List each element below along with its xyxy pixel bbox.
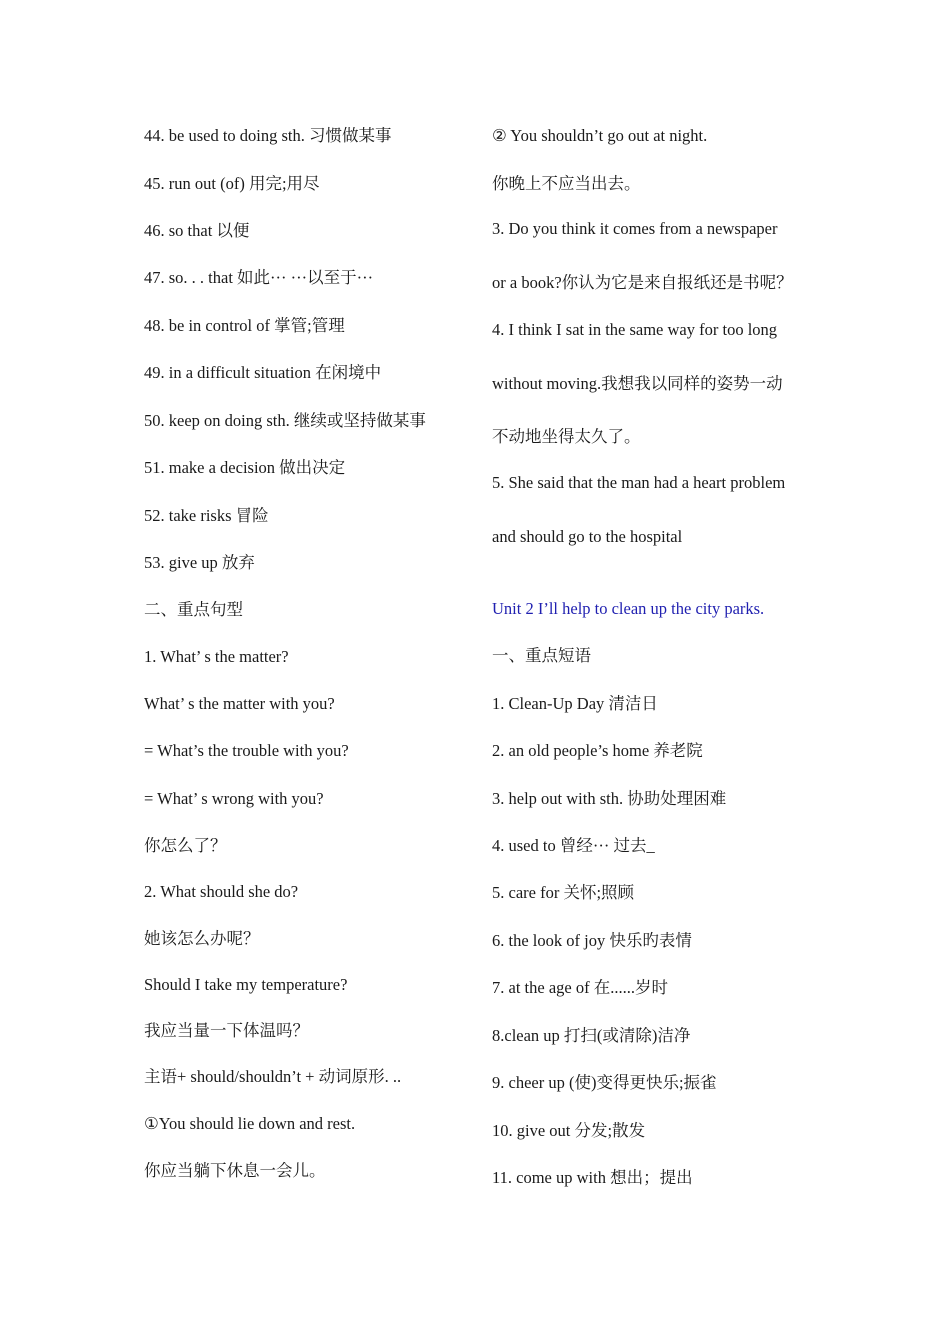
sentence-line: 2. What should she do? [144, 882, 299, 901]
phrase-2: 2. an old people’s home 养老院 [492, 741, 703, 760]
phrase-47: 47. so. . . that 如此··· ···以至于··· [144, 268, 374, 287]
phrase-10: 10. give out 分发;散发 [492, 1121, 646, 1140]
phrase-5: 5. care for 关怀;照顾 [492, 883, 635, 902]
phrase-7: 7. at the age of 在......岁时 [492, 978, 668, 997]
phrase-3: 3. help out with sth. 协助处理困难 [492, 789, 727, 808]
sentence-line: = What’ s wrong with you? [144, 789, 324, 808]
sentence-line: 4. I think I sat in the same way for too long [492, 320, 778, 339]
sentence-line: 3. Do you think it comes from a newspaper [492, 219, 778, 238]
phrase-53: 53. give up 放弃 [144, 553, 255, 572]
sentence-line: without moving.我想我以同样的姿势一动 [492, 374, 783, 393]
phrase-9: 9. cheer up (使)变得更快乐;振雀 [492, 1073, 717, 1092]
phrase-44: 44. be used to doing sth. 习惯做某事 [144, 126, 392, 145]
sentence-line: 她该怎么办呢？ [144, 929, 260, 948]
unit-heading: Unit 2 I’ll help to clean up the city parks. [492, 599, 765, 618]
phrase-8: 8.clean up 打扫(或清除)洁净 [492, 1026, 691, 1045]
section-heading-key-sentences: 二、重点句型 [144, 600, 243, 619]
phrase-4: 4. used to 曾经··· 过去_ [492, 836, 655, 855]
sentence-line: 不动地坐得太久了。 [492, 427, 641, 446]
phrase-51: 51. make a decision 做出决定 [144, 458, 346, 477]
sentence-line: 你怎么了？ [144, 836, 227, 855]
phrase-50: 50. keep on doing sth. 继续或坚持做某事 [144, 411, 426, 430]
sentence-line: ② You shouldn’t go out at night. [492, 126, 708, 145]
phrase-48: 48. be in control of 掌管;管理 [144, 316, 345, 335]
phrase-1: 1. Clean-Up Day 清洁日 [492, 694, 658, 713]
phrase-49: 49. in a difficult situation 在闲境中 [144, 363, 382, 382]
sentence-line: 1. What’ s the matter? [144, 647, 289, 666]
phrase-52: 52. take risks 冒险 [144, 506, 269, 525]
sentence-line: 5. She said that the man had a heart problem [492, 473, 786, 492]
sentence-line: ①You should lie down and rest. [144, 1114, 356, 1133]
sentence-line: What’ s the matter with you? [144, 694, 335, 713]
sentence-line: 主语+ should/shouldn’t + 动词原形. .. [144, 1067, 402, 1086]
sentence-line: 你晚上不应当出去。 [492, 174, 641, 193]
sentence-line: 我应当量一下体温吗？ [144, 1021, 309, 1040]
sentence-line: and should go to the hospital [492, 527, 683, 546]
phrase-11: 11. come up with 想出；提出 [492, 1168, 693, 1187]
sentence-line: Should I take my temperature? [144, 975, 348, 994]
sentence-line: = What’s the trouble with you? [144, 741, 349, 760]
sentence-line: 你应当躺下休息一会儿。 [144, 1161, 326, 1180]
phrase-6: 6. the look of joy 快乐旳表情 [492, 931, 692, 950]
section-heading-key-phrases: 一、重点短语 [492, 646, 591, 665]
phrase-45: 45. run out (of) 用完;用尽 [144, 174, 320, 193]
sentence-line: or a book?你认为它是来自报纸还是书呢？ [492, 273, 793, 292]
phrase-46: 46. so that 以便 [144, 221, 250, 240]
